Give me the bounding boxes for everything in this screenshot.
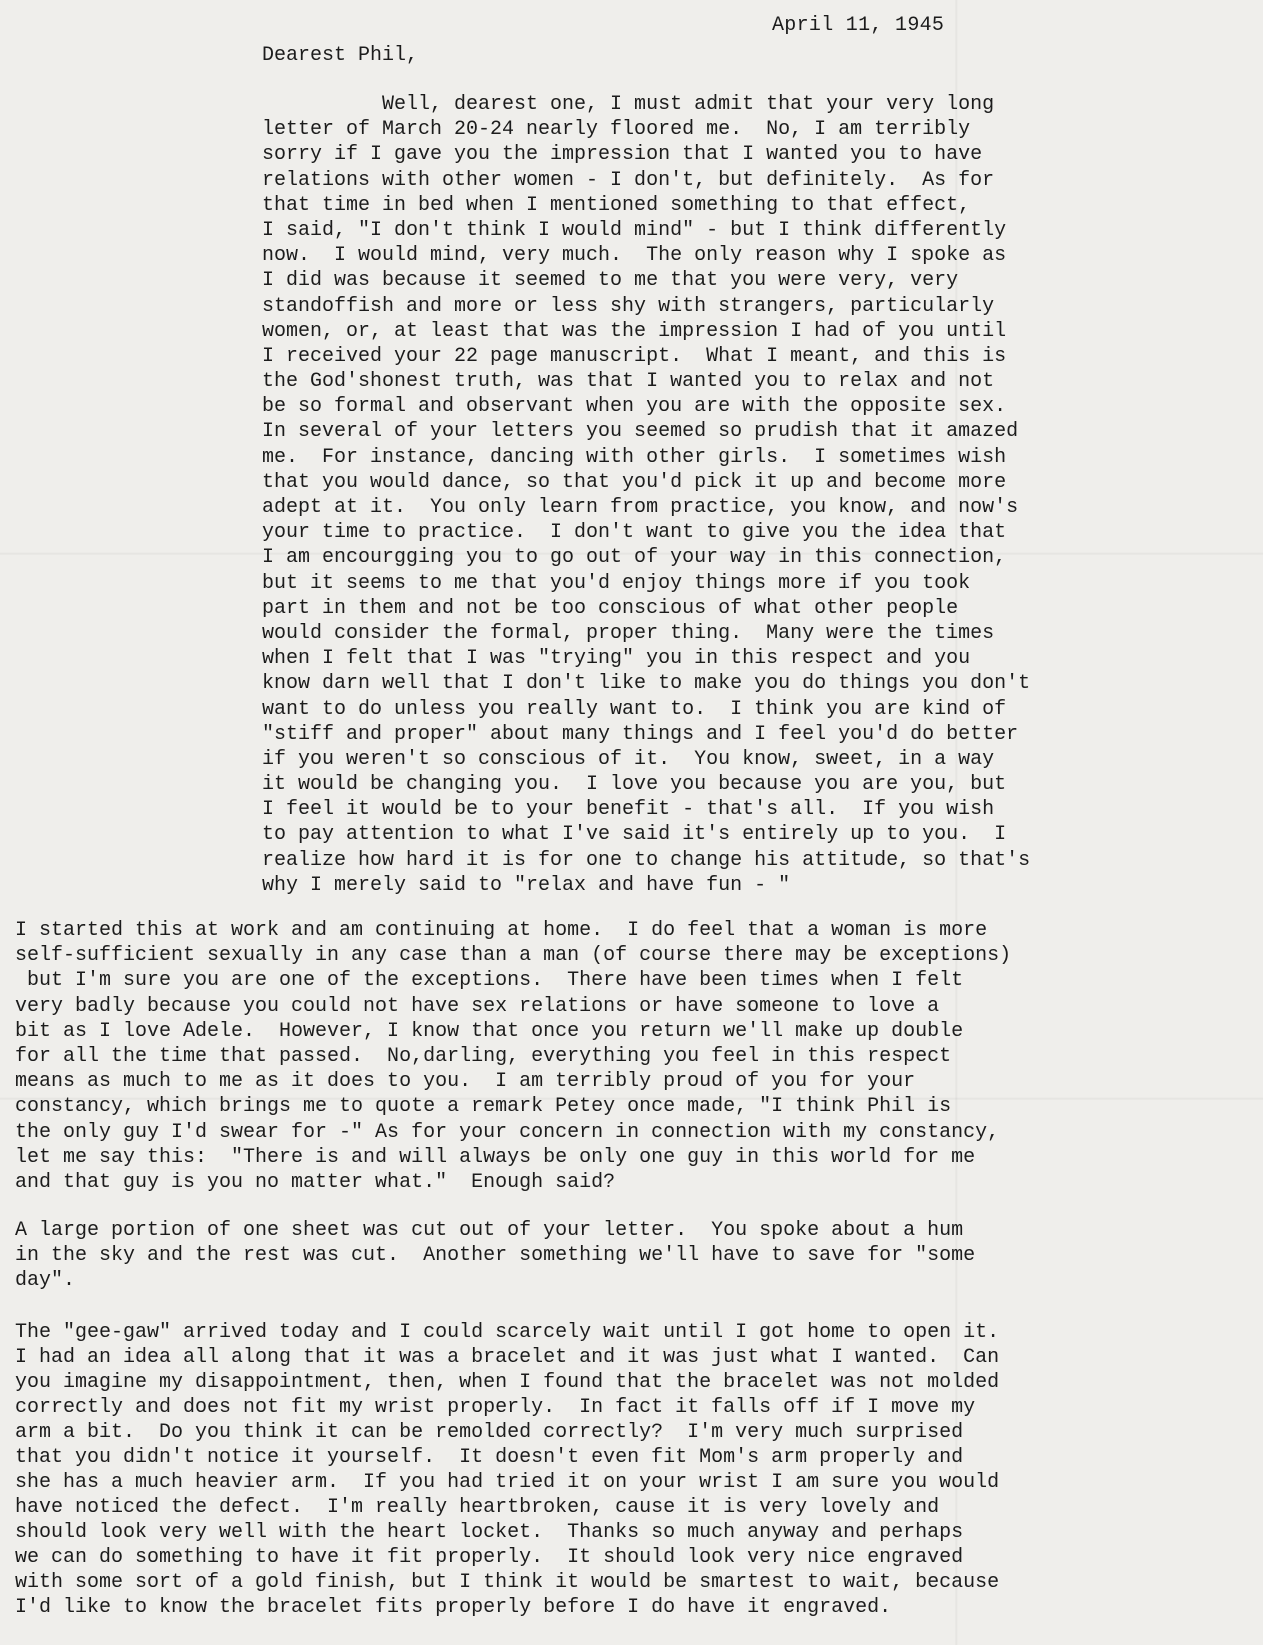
text-line: you imagine my disappointment, then, when I found that the bracelet was not molded (15, 1371, 1000, 1394)
text-line: "stiff and proper" about many things and I feel you'd do better (262, 722, 1019, 746)
text-line: would consider the formal, proper thing. Many were the times (262, 621, 995, 645)
text-line: if you weren't so conscious of it. You know, sweet, in a way (262, 747, 995, 771)
text-line: it would be changing you. I love you because you are you, but (262, 773, 1007, 797)
text-line: I started this at work and am continuing at home. I do feel that a woman is more (15, 919, 988, 942)
text-line: she has a much heavier arm. If you had tried it on your wrist I am sure you would (15, 1471, 1000, 1494)
text-line: the God'shonest truth, was that I wanted you to relax and not (262, 370, 995, 394)
text-line: but I'm sure you are one of the exceptions. There have been times when I felt (15, 969, 964, 993)
text-line: letter of March 20-24 nearly floored me. No, I am terribly (262, 118, 971, 142)
text-line: day". (15, 1269, 76, 1293)
text-line: self-sufficient sexually in any case than a man (of course there may be exceptions) (15, 944, 1012, 968)
text-line: let me say this: "There is and will always be only one guy in this world for me (15, 1145, 976, 1169)
text-line: for all the time that passed. No,darling, everything you feel in this respect (15, 1044, 952, 1068)
text-line: that you didn't notice it yourself. It doesn't even fit Mom's arm properly and (15, 1446, 964, 1469)
text-line: me. For instance, dancing with other girls. I sometimes wish (262, 445, 1007, 469)
text-line: A large portion of one sheet was cut out of your letter. You spoke about a hum (15, 1219, 964, 1242)
text-line: now. I would mind, very much. The only reason why I spoke as (262, 244, 1007, 268)
text-line: I'd like to know the bracelet fits properly before I do have it engraved. (15, 1596, 892, 1619)
salutation: Dearest Phil, (262, 44, 419, 67)
text-line: correctly and does not fit my wrist properly. In fact it falls off if I move my (15, 1396, 976, 1419)
paragraph-2 (15, 918, 1011, 1195)
text-line: means as much to me as it does to you. I am terribly proud of you for your (15, 1070, 916, 1094)
text-line: women, or, at least that was the impression I had of you until (262, 319, 1007, 343)
text-line: to pay attention to what I've said it's entirely up to you. I (262, 823, 1007, 847)
text-line: the only guy I'd swear for -" As for your concern in connection with my constancy, (15, 1120, 1000, 1144)
text-line: standoffish and more or less shy with strangers, particularly (262, 294, 995, 318)
text-line: that time in bed when I mentioned something to that effect, (262, 193, 971, 217)
text-line: very badly because you could not have sex relations or have someone to love a (15, 994, 940, 1018)
text-line: but it seems to me that you'd enjoy things more if you took (262, 571, 971, 595)
text-line: relations with other women - I don't, but definitely. As for (262, 168, 995, 192)
text-line: constancy, which brings me to quote a remark Petey once made, "I think Phil is (15, 1095, 952, 1119)
text-line: in the sky and the rest was cut. Another something we'll have to save for "some (15, 1244, 976, 1268)
text-line: realize how hard it is for one to change his attitude, so that's (262, 848, 1031, 872)
text-line: arm a bit. Do you think it can be remolded correctly? I'm very much surprised (15, 1421, 964, 1444)
text-line: I am encourgging you to go out of your way in this connection, (262, 546, 1007, 570)
text-line: know darn well that I don't like to make you do things you don't (262, 672, 1031, 696)
text-line: want to do unless you really want to. I think you are kind of (262, 697, 1007, 721)
text-line: I said, "I don't think I would mind" - but I think differently (262, 218, 1007, 242)
text-line: that you would dance, so that you'd pick it up and become more (262, 470, 1007, 494)
text-line: adept at it. You only learn from practice, you know, and now's (262, 496, 1019, 519)
text-line: bit as I love Adele. However, I know that once you return we'll make up double (15, 1019, 964, 1043)
text-line: The "gee-gaw" arrived today and I could scarcely wait until I got home to open it. (15, 1321, 1000, 1344)
text-line: I had an idea all along that it was a bracelet and it was just what I wanted. Can (15, 1346, 1000, 1369)
letter-date: April 11, 1945 (772, 14, 945, 37)
text-line: be so formal and observant when you are with the opposite sex. (262, 395, 1007, 419)
text-line: Well, dearest one, I must admit that your very long (262, 93, 995, 116)
text-line: I received your 22 page manuscript. What I meant, and this is (262, 344, 1007, 368)
paragraph-4 (15, 1320, 999, 1620)
text-line: with some sort of a gold finish, but I think it would be smartest to wait, because (15, 1571, 1000, 1594)
text-line: I did was because it seemed to me that you were very, very (262, 269, 959, 293)
text-line: and that guy is you no matter what." Enough said? (15, 1170, 616, 1194)
text-line: should look very well with the heart locket. Thanks so much anyway and perhaps (15, 1521, 964, 1544)
text-line: your time to practice. I don't want to give you the idea that (262, 521, 1007, 545)
text-line: In several of your letters you seemed so prudish that it amazed (262, 420, 1019, 444)
paragraph-1 (262, 92, 1030, 898)
text-line: part in them and not be too conscious of what other people (262, 596, 959, 620)
text-line: we can do something to have it fit properly. It should look very nice engraved (15, 1546, 964, 1569)
text-line: I feel it would be to your benefit - that's all. If you wish (262, 798, 995, 822)
text-line: why I merely said to "relax and have fun - " (262, 873, 791, 897)
text-line: sorry if I gave you the impression that I wanted you to have (262, 143, 983, 167)
paragraph-3 (15, 1218, 975, 1294)
text-line: have noticed the defect. I'm really heartbroken, cause it is very lovely and (15, 1496, 940, 1519)
text-line: when I felt that I was "trying" you in this respect and you (262, 647, 971, 671)
